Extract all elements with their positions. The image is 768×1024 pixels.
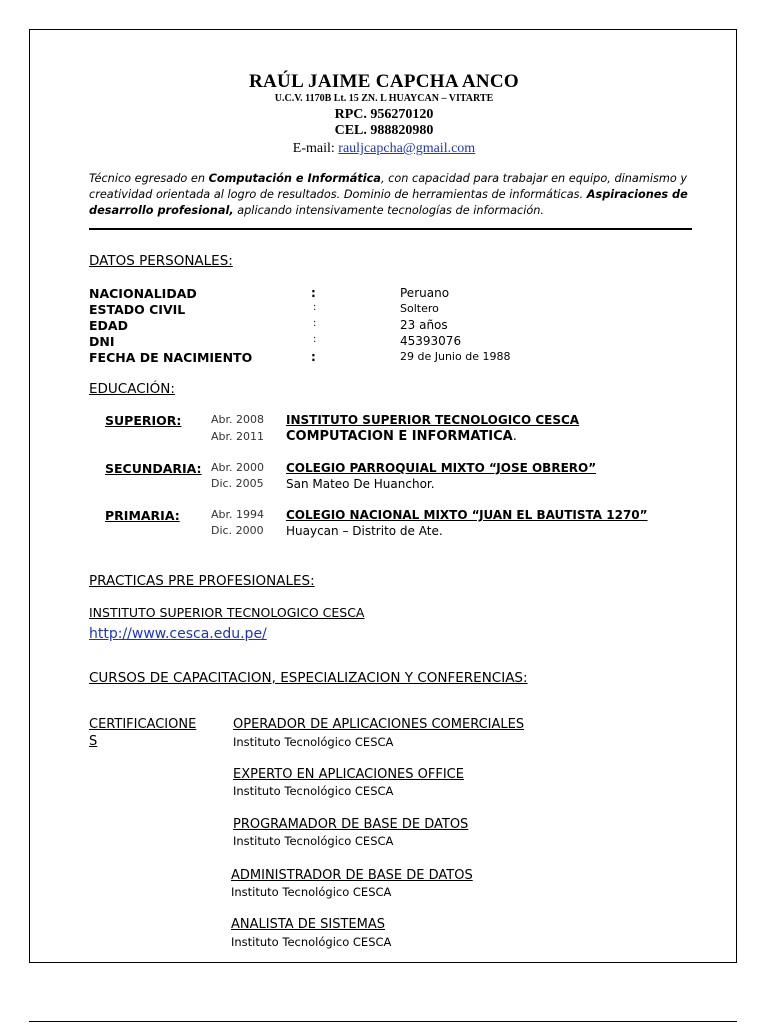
- colon-fecha-nacimiento: :: [311, 350, 316, 364]
- cert-title-4: ADMINISTRADOR DE BASE DE DATOS: [231, 868, 473, 883]
- section-heading-practicas: PRACTICAS PRE PROFESIONALES:: [89, 573, 315, 589]
- education-level-primaria: PRIMARIA:: [105, 508, 180, 523]
- summary-text-1: Técnico egresado en: [89, 172, 209, 185]
- education-detail-secundaria: San Mateo De Huanchor.: [286, 477, 435, 491]
- value-estado-civil: Soltero: [400, 302, 439, 315]
- education-level-superior: SUPERIOR:: [105, 413, 182, 428]
- cert-title-2: EXPERTO EN APLICACIONES OFFICE: [233, 767, 464, 782]
- email-row: [30, 141, 738, 157]
- education-detail-superior: [286, 429, 517, 444]
- practicas-website-link[interactable]: http://www.cesca.edu.pe/: [89, 626, 267, 642]
- section-heading-education: EDUCACIÓN:: [89, 381, 175, 397]
- label-edad: EDAD: [89, 318, 128, 333]
- education-detail-superior-text: COMPUTACION E INFORMATICA: [286, 429, 513, 444]
- education-end-superior: Abr. 2011: [211, 430, 265, 443]
- colon-dni: :: [313, 334, 317, 345]
- education-start-primaria: Abr. 1994: [211, 508, 265, 521]
- summary-text-3: aplicando intensivamente tecnologías de información.: [233, 204, 545, 217]
- education-institution-secundaria: COLEGIO PARROQUIAL MIXTO “JOSE OBRERO”: [286, 461, 597, 475]
- colon-edad: :: [313, 318, 317, 329]
- summary-bold-2: Aspiraciones de desarrollo profesional,: [89, 188, 688, 217]
- cert-issuer-1: Instituto Tecnológico CESCA: [233, 735, 394, 749]
- education-end-primaria: Dic. 2000: [211, 524, 264, 537]
- candidate-name: RAÚL JAIME CAPCHA ANCO: [249, 71, 519, 92]
- value-fecha-nacimiento: 29 de Junio de 1988: [400, 350, 511, 363]
- education-detail-primaria: Huaycan – Distrito de Ate.: [286, 524, 443, 538]
- address: U.C.V. 1170B Lt. 15 ZN. L HUAYCAN – VITARTE: [274, 93, 494, 104]
- colon-nacionalidad: :: [311, 286, 316, 300]
- rpc-phone: RPC. 956270120: [334, 107, 434, 122]
- header-divider: [89, 228, 692, 230]
- next-page-top-edge: [29, 1021, 737, 1022]
- label-nacionalidad: NACIONALIDAD: [89, 286, 197, 301]
- email-label: E-mail:: [292, 141, 335, 156]
- cert-title-3: PROGRAMADOR DE BASE DE DATOS: [233, 817, 469, 832]
- section-heading-cursos: CURSOS DE CAPACITACION, ESPECIALIZACION Y CONFERENCIAS:: [89, 670, 528, 686]
- education-start-secundaria: Abr. 2000: [211, 461, 265, 474]
- value-edad: 23 años: [400, 318, 448, 332]
- cell-phone: CEL. 988820980: [334, 123, 434, 138]
- education-level-secundaria: SECUNDARIA:: [105, 461, 202, 476]
- document-page: [29, 29, 737, 963]
- cert-issuer-2: Instituto Tecnológico CESCA: [233, 784, 394, 798]
- value-dni: 45393076: [400, 334, 462, 348]
- label-fecha-nacimiento: FECHA DE NACIMIENTO: [89, 350, 253, 365]
- practicas-institution: INSTITUTO SUPERIOR TECNOLOGICO CESCA: [89, 605, 365, 620]
- section-heading-personal: DATOS PERSONALES:: [89, 253, 233, 269]
- cert-issuer-4: Instituto Tecnológico CESCA: [231, 885, 392, 899]
- cert-title-1: OPERADOR DE APLICACIONES COMERCIALES: [233, 717, 525, 732]
- cert-issuer-3: Instituto Tecnológico CESCA: [233, 834, 394, 848]
- colon-estado-civil: :: [313, 302, 317, 313]
- cert-issuer-5: Instituto Tecnológico CESCA: [231, 935, 392, 949]
- summary-bold-1: Computación e Informática: [208, 172, 381, 185]
- label-dni: DNI: [89, 334, 115, 349]
- education-start-superior: Abr. 2008: [211, 413, 265, 426]
- certificaciones-label-line1: CERTIFICACIONE: [89, 717, 197, 732]
- cert-title-5: ANALISTA DE SISTEMAS: [231, 917, 386, 932]
- profile-summary: [89, 171, 689, 219]
- email-link[interactable]: rauljcapcha@gmail.com: [338, 141, 476, 156]
- certificaciones-label-line2: S: [89, 734, 98, 749]
- value-nacionalidad: Peruano: [400, 286, 450, 300]
- education-end-secundaria: Dic. 2005: [211, 477, 264, 490]
- label-estado-civil: ESTADO CIVIL: [89, 302, 186, 317]
- education-institution-primaria: COLEGIO NACIONAL MIXTO “JUAN EL BAUTISTA 1270”: [286, 508, 648, 522]
- summary-text-2: , con capacidad para trabajar en equipo, dinamismo y creatividad orientada al logro de resultados. Dominio de herramientas de informáticas.: [89, 172, 688, 201]
- education-detail-superior-suffix: .: [512, 429, 517, 444]
- education-institution-superior: INSTITUTO SUPERIOR TECNOLOGICO CESCA: [286, 413, 580, 427]
